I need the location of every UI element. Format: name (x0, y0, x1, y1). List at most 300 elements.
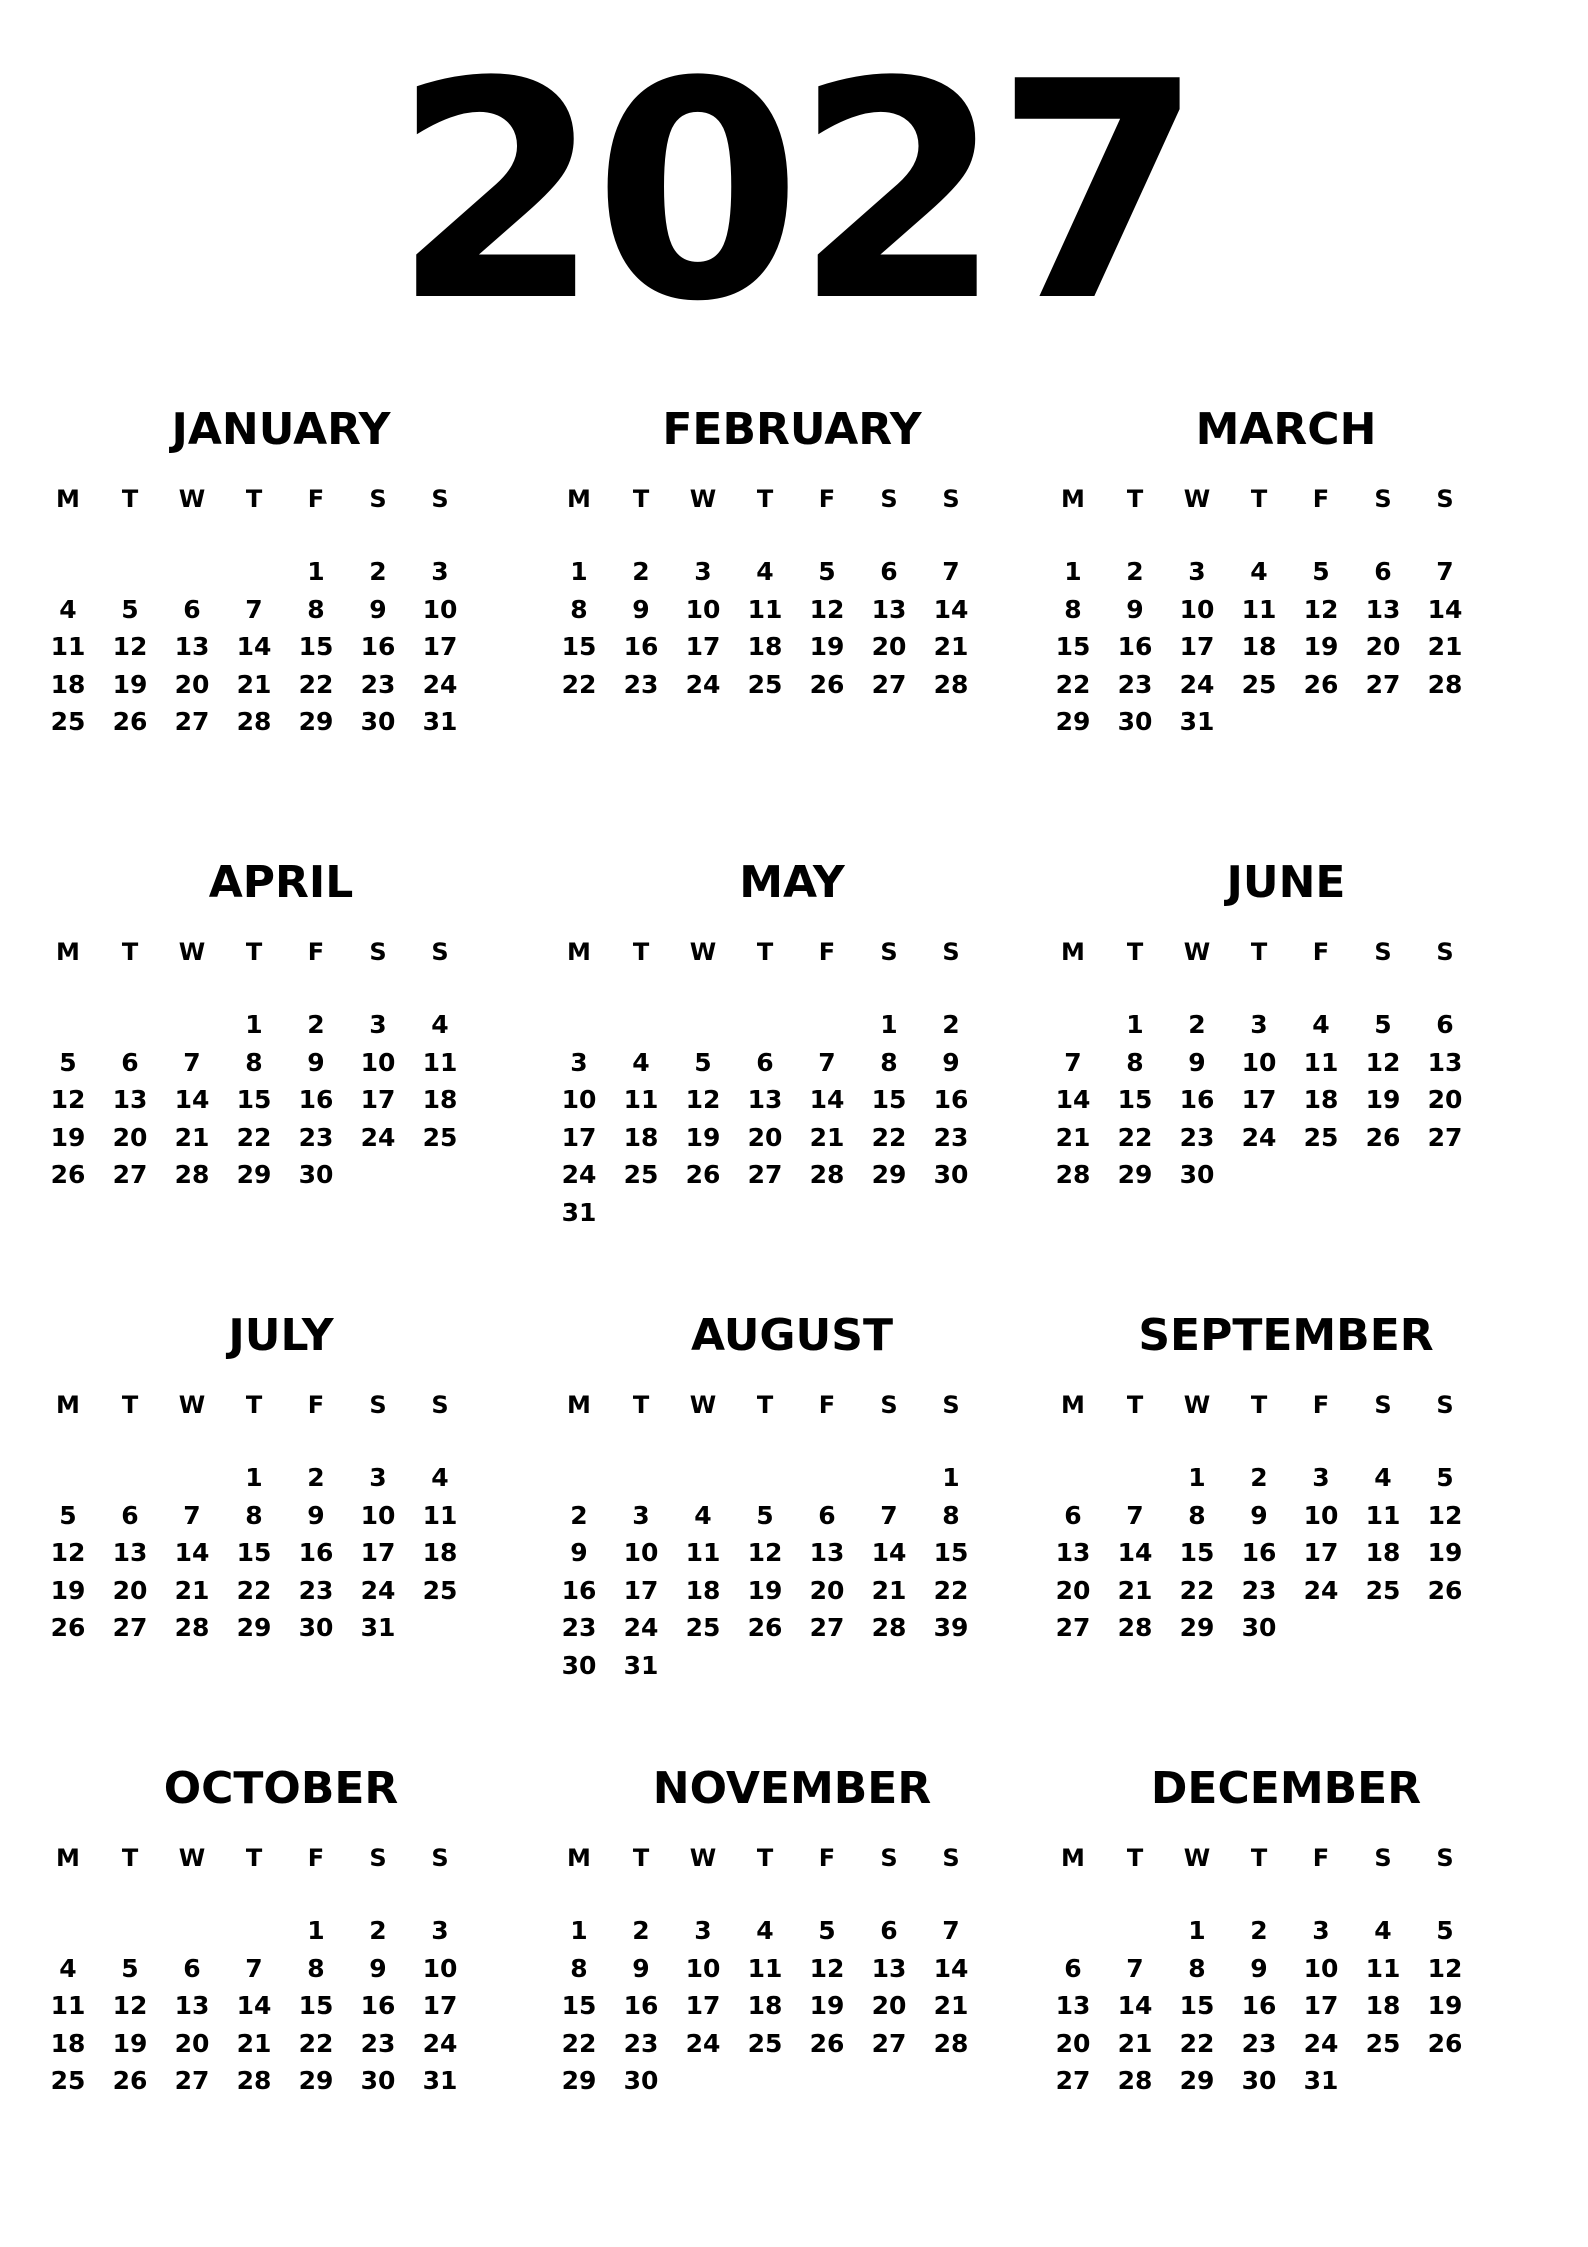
weekday-label: T (632, 485, 650, 513)
day-cell: 24 (623, 1613, 659, 1643)
month-january (50, 400, 558, 820)
day-cell: 25 (747, 2028, 783, 2058)
day-cell: 28 (809, 1160, 845, 1190)
day-cell: 19 (685, 1122, 721, 1152)
weekday-header (567, 1390, 1069, 1420)
day-cell: 20 (112, 1122, 148, 1152)
day-cell: 31 (1179, 707, 1215, 737)
day-cell: 18 (685, 1575, 721, 1605)
weekday-header (56, 1390, 558, 1420)
day-cell: 10 (1303, 1953, 1339, 1983)
day-cell: 2 (632, 1916, 650, 1945)
day-cell: 16 (623, 632, 659, 662)
day-cell: 26 (747, 1613, 783, 1643)
day-cell: 29 (298, 707, 334, 737)
day-cell: 4 (59, 1953, 77, 1983)
day-cell: 3 (1312, 1916, 1330, 1945)
day-cell: 15 (561, 1991, 597, 2021)
day-cell: 18 (422, 1085, 458, 1115)
day-cell: 20 (871, 632, 907, 662)
day-cell: 31 (1303, 2066, 1339, 2096)
weekday-label: S (369, 1391, 387, 1419)
day-cell: 16 (360, 632, 396, 662)
day-cell: 23 (1117, 669, 1153, 699)
day-cell: 7 (245, 1953, 263, 1983)
day-cell: 11 (747, 594, 783, 624)
day-cell: 13 (1365, 594, 1401, 624)
day-cell: 31 (422, 2066, 458, 2096)
day-cell: 24 (1303, 1575, 1339, 1605)
day-cell: 10 (685, 1953, 721, 1983)
day-cell: 12 (50, 1538, 86, 1568)
day-cell: 1 (1188, 1463, 1206, 1492)
weekday-label: T (756, 938, 774, 966)
day-cell: 15 (1179, 1991, 1215, 2021)
day-cell: 21 (1427, 632, 1463, 662)
day-cell: 31 (623, 1651, 659, 1680)
day-cell: 25 (1365, 2028, 1401, 2058)
weekday-label: T (121, 1844, 139, 1872)
day-cell: 26 (1365, 1122, 1401, 1152)
day-cell: 9 (632, 594, 650, 624)
day-cell: 15 (298, 632, 334, 662)
day-cell: 16 (298, 1085, 334, 1115)
weekday-label: F (1312, 938, 1330, 966)
day-cell: 28 (1055, 1160, 1091, 1190)
day-cell: 11 (623, 1085, 659, 1115)
weekday-label: W (1183, 1844, 1211, 1872)
weekday-label: T (1126, 1391, 1144, 1419)
day-cell: 13 (174, 1991, 210, 2021)
day-cell: 3 (1312, 1463, 1330, 1492)
weekday-label: S (431, 1844, 449, 1872)
month-september (1055, 1306, 1563, 1726)
day-cell: 30 (360, 707, 396, 737)
day-cell: 6 (1064, 1500, 1082, 1530)
day-cell: 1 (942, 1463, 960, 1492)
weekday-label: S (1374, 938, 1392, 966)
day-cell: 29 (1179, 1613, 1215, 1643)
day-cell: 11 (747, 1953, 783, 1983)
day-cell: 6 (183, 1953, 201, 1983)
day-cell: 17 (422, 632, 458, 662)
day-cell: 20 (747, 1122, 783, 1152)
day-cell: 14 (809, 1085, 845, 1115)
day-cell: 27 (112, 1613, 148, 1643)
day-cell: 24 (1241, 1122, 1277, 1152)
day-cell: 24 (1179, 669, 1215, 699)
month-name: SEPTEMBER (1138, 1310, 1434, 1361)
day-cell: 17 (685, 632, 721, 662)
day-cell: 7 (1064, 1047, 1082, 1077)
day-cell: 11 (50, 632, 86, 662)
day-cell: 7 (942, 557, 960, 586)
weekday-label: W (1183, 485, 1211, 513)
day-cell: 19 (50, 1122, 86, 1152)
month-name: AUGUST (691, 1310, 893, 1361)
day-cell: 11 (1303, 1047, 1339, 1077)
day-cell: 14 (236, 1991, 272, 2021)
month-name: NOVEMBER (652, 1763, 932, 1814)
day-cell: 10 (623, 1538, 659, 1568)
weekday-label: M (56, 485, 80, 513)
day-cell: 22 (1179, 1575, 1215, 1605)
weekday-label: W (689, 1391, 717, 1419)
day-cell: 16 (360, 1991, 396, 2021)
day-cell: 13 (1055, 1538, 1091, 1568)
day-cell: 8 (570, 1953, 588, 1983)
day-cell: 28 (933, 669, 969, 699)
day-cell: 24 (422, 669, 458, 699)
weekday-label: S (880, 938, 898, 966)
day-cell: 10 (1303, 1500, 1339, 1530)
day-cell: 21 (174, 1122, 210, 1152)
day-cell: 21 (174, 1575, 210, 1605)
day-cell: 23 (933, 1122, 969, 1152)
day-cell: 30 (1241, 1613, 1277, 1643)
day-cell: 22 (561, 669, 597, 699)
day-grid (1055, 1461, 1563, 1691)
day-cell: 14 (1117, 1991, 1153, 2021)
day-cell: 24 (1303, 2028, 1339, 2058)
weekday-label: S (942, 1391, 960, 1419)
day-cell: 25 (1241, 669, 1277, 699)
day-cell: 10 (1241, 1047, 1277, 1077)
weekday-label: F (1312, 485, 1330, 513)
day-cell: 27 (747, 1160, 783, 1190)
day-cell: 25 (685, 1613, 721, 1643)
day-cell: 27 (174, 2066, 210, 2096)
day-cell: 30 (1241, 2066, 1277, 2096)
day-cell: 2 (1250, 1463, 1268, 1492)
weekday-label: S (1374, 1844, 1392, 1872)
day-cell: 3 (570, 1047, 588, 1077)
day-cell: 23 (360, 669, 396, 699)
day-cell: 25 (1303, 1122, 1339, 1152)
weekday-label: S (1436, 1391, 1454, 1419)
weekday-label: T (632, 1391, 650, 1419)
day-cell: 16 (561, 1575, 597, 1605)
day-cell: 9 (1188, 1047, 1206, 1077)
day-cell: 19 (112, 2028, 148, 2058)
weekday-label: T (1250, 1391, 1268, 1419)
day-cell: 8 (1188, 1500, 1206, 1530)
weekday-label: S (431, 1391, 449, 1419)
weekday-label: T (1250, 938, 1268, 966)
day-cell: 23 (623, 2028, 659, 2058)
day-grid (1055, 1008, 1563, 1238)
day-cell: 4 (1250, 557, 1268, 586)
weekday-label: W (178, 1844, 206, 1872)
day-cell: 10 (685, 594, 721, 624)
day-cell: 16 (1241, 1538, 1277, 1568)
day-cell: 28 (236, 2066, 272, 2096)
day-cell: 14 (1117, 1538, 1153, 1568)
day-cell: 12 (1365, 1047, 1401, 1077)
day-cell: 3 (431, 1916, 449, 1945)
day-cell: 14 (236, 632, 272, 662)
weekday-label: M (1061, 1844, 1085, 1872)
day-cell: 3 (369, 1010, 387, 1039)
weekday-label: S (1436, 938, 1454, 966)
day-cell: 15 (871, 1085, 907, 1115)
day-cell: 19 (809, 632, 845, 662)
month-june (1055, 853, 1563, 1273)
weekday-label: T (1250, 1844, 1268, 1872)
day-cell: 25 (747, 669, 783, 699)
day-cell: 21 (1117, 2028, 1153, 2058)
day-cell: 5 (756, 1500, 774, 1530)
day-cell: 31 (561, 1198, 597, 1227)
day-cell: 17 (685, 1991, 721, 2021)
day-cell: 26 (1303, 669, 1339, 699)
day-cell: 15 (236, 1085, 272, 1115)
weekday-label: T (121, 938, 139, 966)
day-cell: 9 (632, 1953, 650, 1983)
day-cell: 18 (422, 1538, 458, 1568)
weekday-header (1061, 484, 1563, 514)
weekday-label: S (942, 1844, 960, 1872)
day-cell: 17 (1303, 1991, 1339, 2021)
day-cell: 9 (1126, 594, 1144, 624)
day-cell: 3 (1188, 557, 1206, 586)
day-cell: 9 (369, 594, 387, 624)
day-cell: 7 (1126, 1953, 1144, 1983)
day-cell: 1 (570, 1916, 588, 1945)
day-cell: 1 (245, 1010, 263, 1039)
weekday-label: F (307, 1391, 325, 1419)
day-cell: 21 (933, 632, 969, 662)
day-cell: 8 (942, 1500, 960, 1530)
month-name: JANUARY (171, 404, 391, 455)
day-cell: 23 (298, 1122, 334, 1152)
day-cell: 12 (112, 632, 148, 662)
day-grid (50, 1008, 558, 1238)
day-cell: 30 (298, 1613, 334, 1643)
day-cell: 2 (369, 557, 387, 586)
weekday-label: F (1312, 1391, 1330, 1419)
day-cell: 10 (360, 1500, 396, 1530)
day-cell: 4 (59, 594, 77, 624)
day-cell: 4 (632, 1047, 650, 1077)
day-cell: 10 (422, 1953, 458, 1983)
day-cell: 28 (174, 1613, 210, 1643)
day-cell: 10 (422, 594, 458, 624)
day-cell: 25 (422, 1122, 458, 1152)
day-cell: 16 (298, 1538, 334, 1568)
day-cell: 28 (933, 2028, 969, 2058)
day-cell: 27 (809, 1613, 845, 1643)
weekday-label: F (818, 938, 836, 966)
day-cell: 8 (880, 1047, 898, 1077)
day-cell: 21 (1055, 1122, 1091, 1152)
day-cell: 18 (747, 1991, 783, 2021)
weekday-header (567, 937, 1069, 967)
day-cell: 7 (942, 1916, 960, 1945)
day-cell: 29 (1055, 707, 1091, 737)
day-cell: 11 (1241, 594, 1277, 624)
day-cell: 15 (1179, 1538, 1215, 1568)
day-cell: 28 (236, 707, 272, 737)
day-cell: 20 (1365, 632, 1401, 662)
weekday-label: S (369, 1844, 387, 1872)
day-cell: 17 (360, 1538, 396, 1568)
day-cell: 1 (1188, 1916, 1206, 1945)
weekday-label: S (942, 938, 960, 966)
day-grid (50, 1914, 558, 2144)
day-cell: 30 (561, 1651, 597, 1680)
weekday-header (56, 1843, 558, 1873)
day-cell: 18 (1303, 1085, 1339, 1115)
day-cell: 17 (360, 1085, 396, 1115)
day-cell: 6 (880, 1916, 898, 1945)
day-cell: 8 (307, 1953, 325, 1983)
day-cell: 4 (1374, 1463, 1392, 1492)
day-cell: 24 (360, 1122, 396, 1152)
day-grid (50, 555, 558, 785)
day-cell: 22 (933, 1575, 969, 1605)
day-cell: 30 (1117, 707, 1153, 737)
weekday-label: S (369, 938, 387, 966)
day-cell: 7 (183, 1047, 201, 1077)
day-cell: 9 (570, 1538, 588, 1568)
day-cell: 11 (50, 1991, 86, 2021)
day-cell: 20 (871, 1991, 907, 2021)
day-cell: 6 (818, 1500, 836, 1530)
day-cell: 24 (360, 1575, 396, 1605)
day-cell: 6 (756, 1047, 774, 1077)
day-cell: 13 (112, 1085, 148, 1115)
day-grid (561, 1008, 1069, 1238)
month-name: MARCH (1195, 404, 1377, 455)
day-cell: 15 (561, 632, 597, 662)
day-cell: 27 (174, 707, 210, 737)
day-grid (561, 1914, 1069, 2144)
month-february (561, 400, 1069, 820)
day-cell: 8 (570, 594, 588, 624)
day-cell: 6 (1436, 1010, 1454, 1039)
day-cell: 11 (1365, 1500, 1401, 1530)
weekday-label: T (1126, 938, 1144, 966)
day-cell: 14 (933, 594, 969, 624)
day-cell: 6 (1064, 1953, 1082, 1983)
day-cell: 25 (1365, 1575, 1401, 1605)
day-cell: 13 (174, 632, 210, 662)
weekday-label: S (880, 485, 898, 513)
day-cell: 22 (236, 1122, 272, 1152)
day-cell: 21 (871, 1575, 907, 1605)
day-cell: 12 (112, 1991, 148, 2021)
day-cell: 2 (1188, 1010, 1206, 1039)
day-cell: 13 (747, 1085, 783, 1115)
day-cell: 22 (1117, 1122, 1153, 1152)
day-cell: 27 (871, 669, 907, 699)
day-cell: 19 (1365, 1085, 1401, 1115)
weekday-label: T (632, 938, 650, 966)
weekday-label: W (178, 1391, 206, 1419)
month-name: JUNE (1226, 857, 1346, 908)
month-name: DECEMBER (1150, 1763, 1422, 1814)
day-cell: 29 (1117, 1160, 1153, 1190)
weekday-label: S (880, 1391, 898, 1419)
weekday-label: M (567, 1844, 591, 1872)
day-cell: 1 (1126, 1010, 1144, 1039)
weekday-label: W (689, 1844, 717, 1872)
month-august (561, 1306, 1069, 1726)
day-cell: 2 (570, 1500, 588, 1530)
day-cell: 18 (1241, 632, 1277, 662)
weekday-label: M (56, 938, 80, 966)
day-cell: 8 (1126, 1047, 1144, 1077)
weekday-label: M (1061, 485, 1085, 513)
weekday-label: T (121, 485, 139, 513)
day-cell: 14 (174, 1538, 210, 1568)
day-cell: 13 (112, 1538, 148, 1568)
weekday-label: M (56, 1844, 80, 1872)
weekday-label: W (689, 485, 717, 513)
weekday-label: F (818, 1844, 836, 1872)
day-cell: 27 (1427, 1122, 1463, 1152)
day-grid (561, 555, 1069, 785)
day-cell: 12 (1427, 1953, 1463, 1983)
day-cell: 13 (1055, 1991, 1091, 2021)
weekday-label: S (369, 485, 387, 513)
weekday-label: M (1061, 938, 1085, 966)
day-cell: 10 (1179, 594, 1215, 624)
weekday-label: F (1312, 1844, 1330, 1872)
weekday-label: M (567, 938, 591, 966)
day-cell: 17 (1241, 1085, 1277, 1115)
day-cell: 20 (1055, 2028, 1091, 2058)
weekday-label: W (178, 485, 206, 513)
day-cell: 20 (1427, 1085, 1463, 1115)
day-cell: 9 (307, 1047, 325, 1077)
day-cell: 20 (174, 669, 210, 699)
day-cell: 21 (236, 2028, 272, 2058)
month-march (1055, 400, 1563, 820)
day-cell: 26 (685, 1160, 721, 1190)
day-cell: 12 (50, 1085, 86, 1115)
day-cell: 23 (1241, 1575, 1277, 1605)
day-cell: 7 (880, 1500, 898, 1530)
day-cell: 18 (623, 1122, 659, 1152)
weekday-label: M (567, 485, 591, 513)
day-cell: 27 (1055, 2066, 1091, 2096)
day-cell: 14 (1055, 1085, 1091, 1115)
weekday-label: S (942, 485, 960, 513)
weekday-header (56, 937, 558, 967)
day-cell: 16 (1241, 1991, 1277, 2021)
day-cell: 16 (1179, 1085, 1215, 1115)
month-name: OCTOBER (163, 1763, 399, 1814)
day-cell: 20 (1055, 1575, 1091, 1605)
weekday-label: W (689, 938, 717, 966)
day-cell: 1 (570, 557, 588, 586)
day-cell: 4 (431, 1463, 449, 1492)
day-cell: 13 (871, 594, 907, 624)
day-cell: 5 (59, 1047, 77, 1077)
day-cell: 17 (1303, 1538, 1339, 1568)
weekday-label: F (307, 1844, 325, 1872)
day-cell: 30 (360, 2066, 396, 2096)
day-cell: 2 (369, 1916, 387, 1945)
day-cell: 22 (1179, 2028, 1215, 2058)
day-cell: 19 (1303, 632, 1339, 662)
day-cell: 26 (809, 669, 845, 699)
day-cell: 22 (1055, 669, 1091, 699)
day-cell: 21 (1117, 1575, 1153, 1605)
month-may (561, 853, 1069, 1273)
